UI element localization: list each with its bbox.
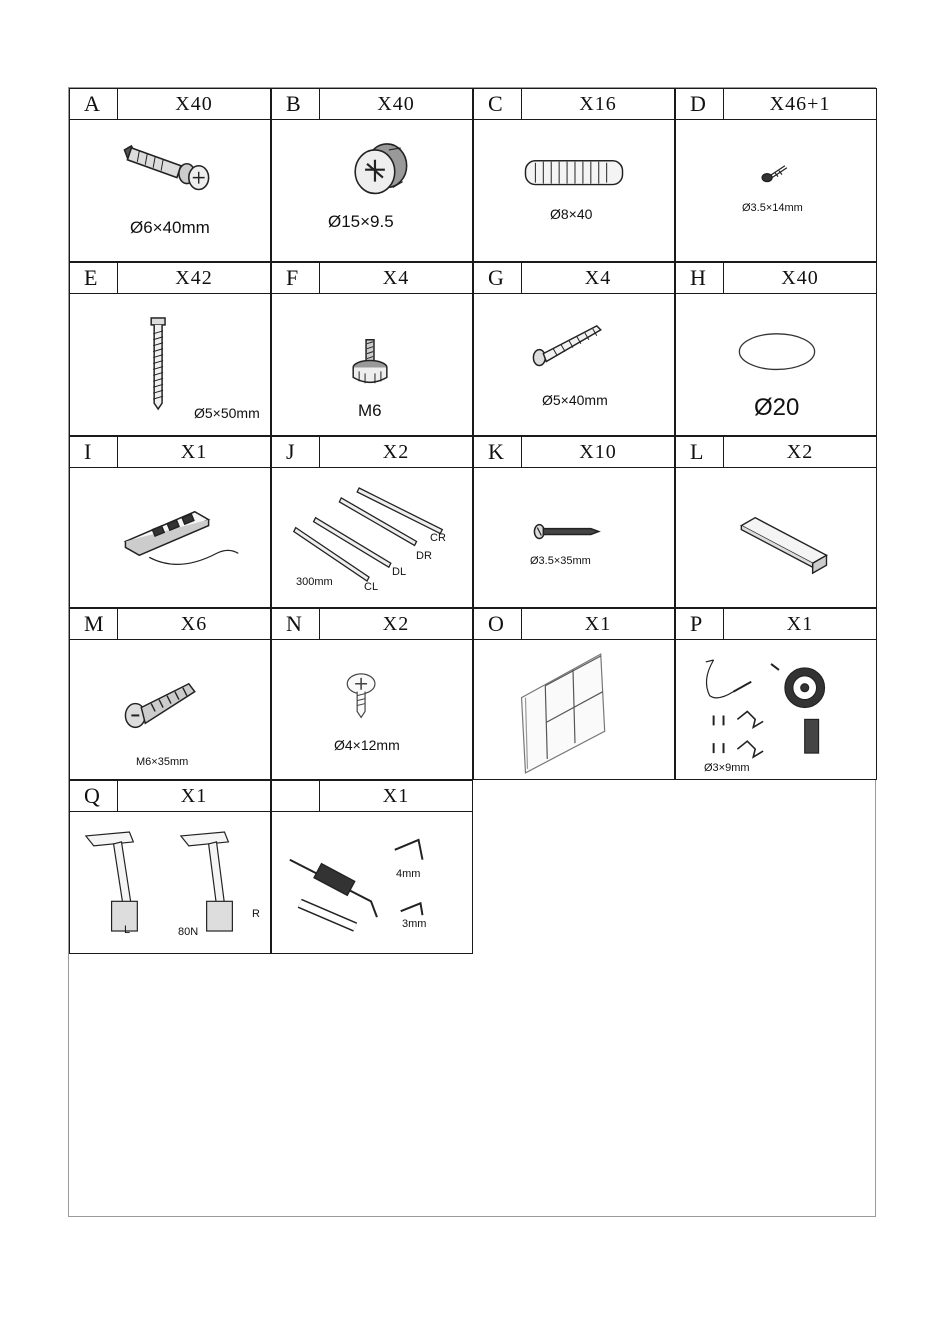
part-dimension: Ø5×50mm [194, 405, 260, 421]
part-image-area [271, 293, 473, 436]
part-dimension: M6×35mm [136, 756, 189, 768]
part-dimension: Ø5×40mm [542, 392, 608, 408]
part-quantity: X2 [382, 613, 410, 635]
part-image-area [271, 467, 473, 608]
part-cell-j [271, 436, 473, 608]
part-dimension: Ø20 [754, 394, 800, 421]
part-image-area [69, 293, 271, 436]
part-image-area [473, 639, 675, 780]
part-cell-tools [271, 780, 473, 954]
part-letter: F [272, 263, 320, 293]
part-cell-b [271, 88, 473, 262]
back-panel-icon [474, 640, 674, 779]
part-quantity: X1 [786, 613, 814, 635]
part-letter: D [676, 89, 724, 119]
part-cell-h [675, 262, 877, 436]
part-header [69, 608, 271, 640]
part-cell-i [69, 436, 271, 608]
part-image-area [675, 467, 877, 608]
part-letter: G [474, 263, 522, 293]
part-header [473, 608, 675, 640]
part-dimension: Ø3.5×35mm [530, 555, 591, 567]
part-dimension: Ø15×9.5 [328, 212, 394, 231]
part-cell-e [69, 262, 271, 436]
part-quantity: X46+1 [769, 93, 831, 115]
part-image-area [69, 467, 271, 608]
part-letter: A [70, 89, 118, 119]
part-header [675, 88, 877, 120]
part-quantity: X1 [180, 441, 208, 463]
part-header [271, 88, 473, 120]
wood-dowel-icon [474, 120, 674, 261]
part-letter: I [70, 437, 118, 467]
part-quantity: X16 [579, 93, 617, 115]
part-letter: C [474, 89, 522, 119]
part-letter: L [676, 437, 724, 467]
part-letter: N [272, 609, 320, 639]
part-header [271, 436, 473, 468]
part-quantity: X1 [584, 613, 612, 635]
part-header [675, 262, 877, 294]
part-cell-c [473, 88, 675, 262]
part-letter: J [272, 437, 320, 467]
cam-lock-icon [272, 120, 472, 261]
part-image-area [473, 293, 675, 436]
part-cell-d [675, 88, 877, 262]
part-quantity: X42 [175, 267, 213, 289]
part-dimension: Ø4×12mm [334, 737, 400, 753]
cam-bolt-icon [70, 120, 270, 261]
part-quantity: X40 [175, 93, 213, 115]
part-letter: Q [70, 781, 118, 811]
lift-hinge-icon [70, 812, 270, 953]
part-header [271, 608, 473, 640]
part-image-area [675, 119, 877, 262]
part-dimension: M6 [358, 401, 382, 420]
part-header [675, 608, 877, 640]
part-image-area [271, 811, 473, 954]
part-quantity: X2 [382, 441, 410, 463]
part-cell-p [675, 608, 877, 780]
part-dimension: Ø3.5×14mm [742, 202, 803, 214]
part-letter: H [676, 263, 724, 293]
part-quantity: X40 [377, 93, 415, 115]
part-header [473, 88, 675, 120]
part-image-area [675, 293, 877, 436]
part-header [271, 780, 473, 812]
allen-key-3mm-label: 3mm [402, 918, 427, 930]
power-socket-icon [70, 468, 270, 607]
part-letter: M [70, 609, 118, 639]
part-image-area [69, 639, 271, 780]
part-cell-n [271, 608, 473, 780]
slide-label-dl: DL [392, 566, 407, 578]
part-quantity: X2 [786, 441, 814, 463]
slide-label-dr: DR [416, 550, 432, 562]
part-image-area [675, 639, 877, 780]
screw-icon [474, 468, 674, 607]
part-quantity: X40 [781, 267, 819, 289]
led-kit-icon [676, 640, 876, 779]
part-letter: E [70, 263, 118, 293]
part-image-area [271, 639, 473, 780]
parts-sheet [68, 87, 876, 1217]
part-quantity: X4 [382, 267, 410, 289]
part-cell-m [69, 608, 271, 780]
part-cell-o [473, 608, 675, 780]
part-cell-a [69, 88, 271, 262]
part-header [271, 262, 473, 294]
part-quantity: X1 [382, 785, 410, 807]
screw-icon [474, 294, 674, 435]
part-cell-k [473, 436, 675, 608]
part-header [473, 262, 675, 294]
part-image-area [69, 811, 271, 954]
hinge-label-l: L [124, 924, 131, 936]
part-quantity: X1 [180, 785, 208, 807]
part-quantity: X4 [584, 267, 612, 289]
slide-label-cl: CL [364, 581, 379, 593]
part-cell-q [69, 780, 271, 954]
slide-label-cr: CR [430, 532, 446, 544]
part-quantity: X6 [180, 613, 208, 635]
part-letter [272, 781, 320, 811]
part-dimension: Ø3×9mm [704, 762, 750, 774]
part-image-area [69, 119, 271, 262]
part-header [675, 436, 877, 468]
part-letter: B [272, 89, 320, 119]
part-image-area [473, 119, 675, 262]
wafer-screw-icon [272, 640, 472, 779]
part-header [69, 262, 271, 294]
tool-set-icon [272, 812, 472, 953]
part-image-area [473, 467, 675, 608]
part-letter: P [676, 609, 724, 639]
part-dimension: 300mm [296, 576, 333, 588]
part-dimension: Ø6×40mm [130, 218, 210, 237]
part-header [69, 88, 271, 120]
allen-key-4mm-label: 4mm [396, 868, 421, 880]
part-cell-f [271, 262, 473, 436]
small-screw-icon [676, 120, 876, 261]
hinge-label-r: R [252, 908, 260, 920]
part-image-area [271, 119, 473, 262]
part-dimension: 80N [178, 926, 199, 938]
part-header [69, 436, 271, 468]
part-letter: O [474, 609, 522, 639]
part-dimension: Ø8×40 [550, 206, 593, 222]
part-cell-g [473, 262, 675, 436]
part-quantity: X10 [579, 441, 617, 463]
part-header [69, 780, 271, 812]
metal-bracket-icon [676, 468, 876, 607]
part-cell-l [675, 436, 877, 608]
part-letter: K [474, 437, 522, 467]
part-header [473, 436, 675, 468]
